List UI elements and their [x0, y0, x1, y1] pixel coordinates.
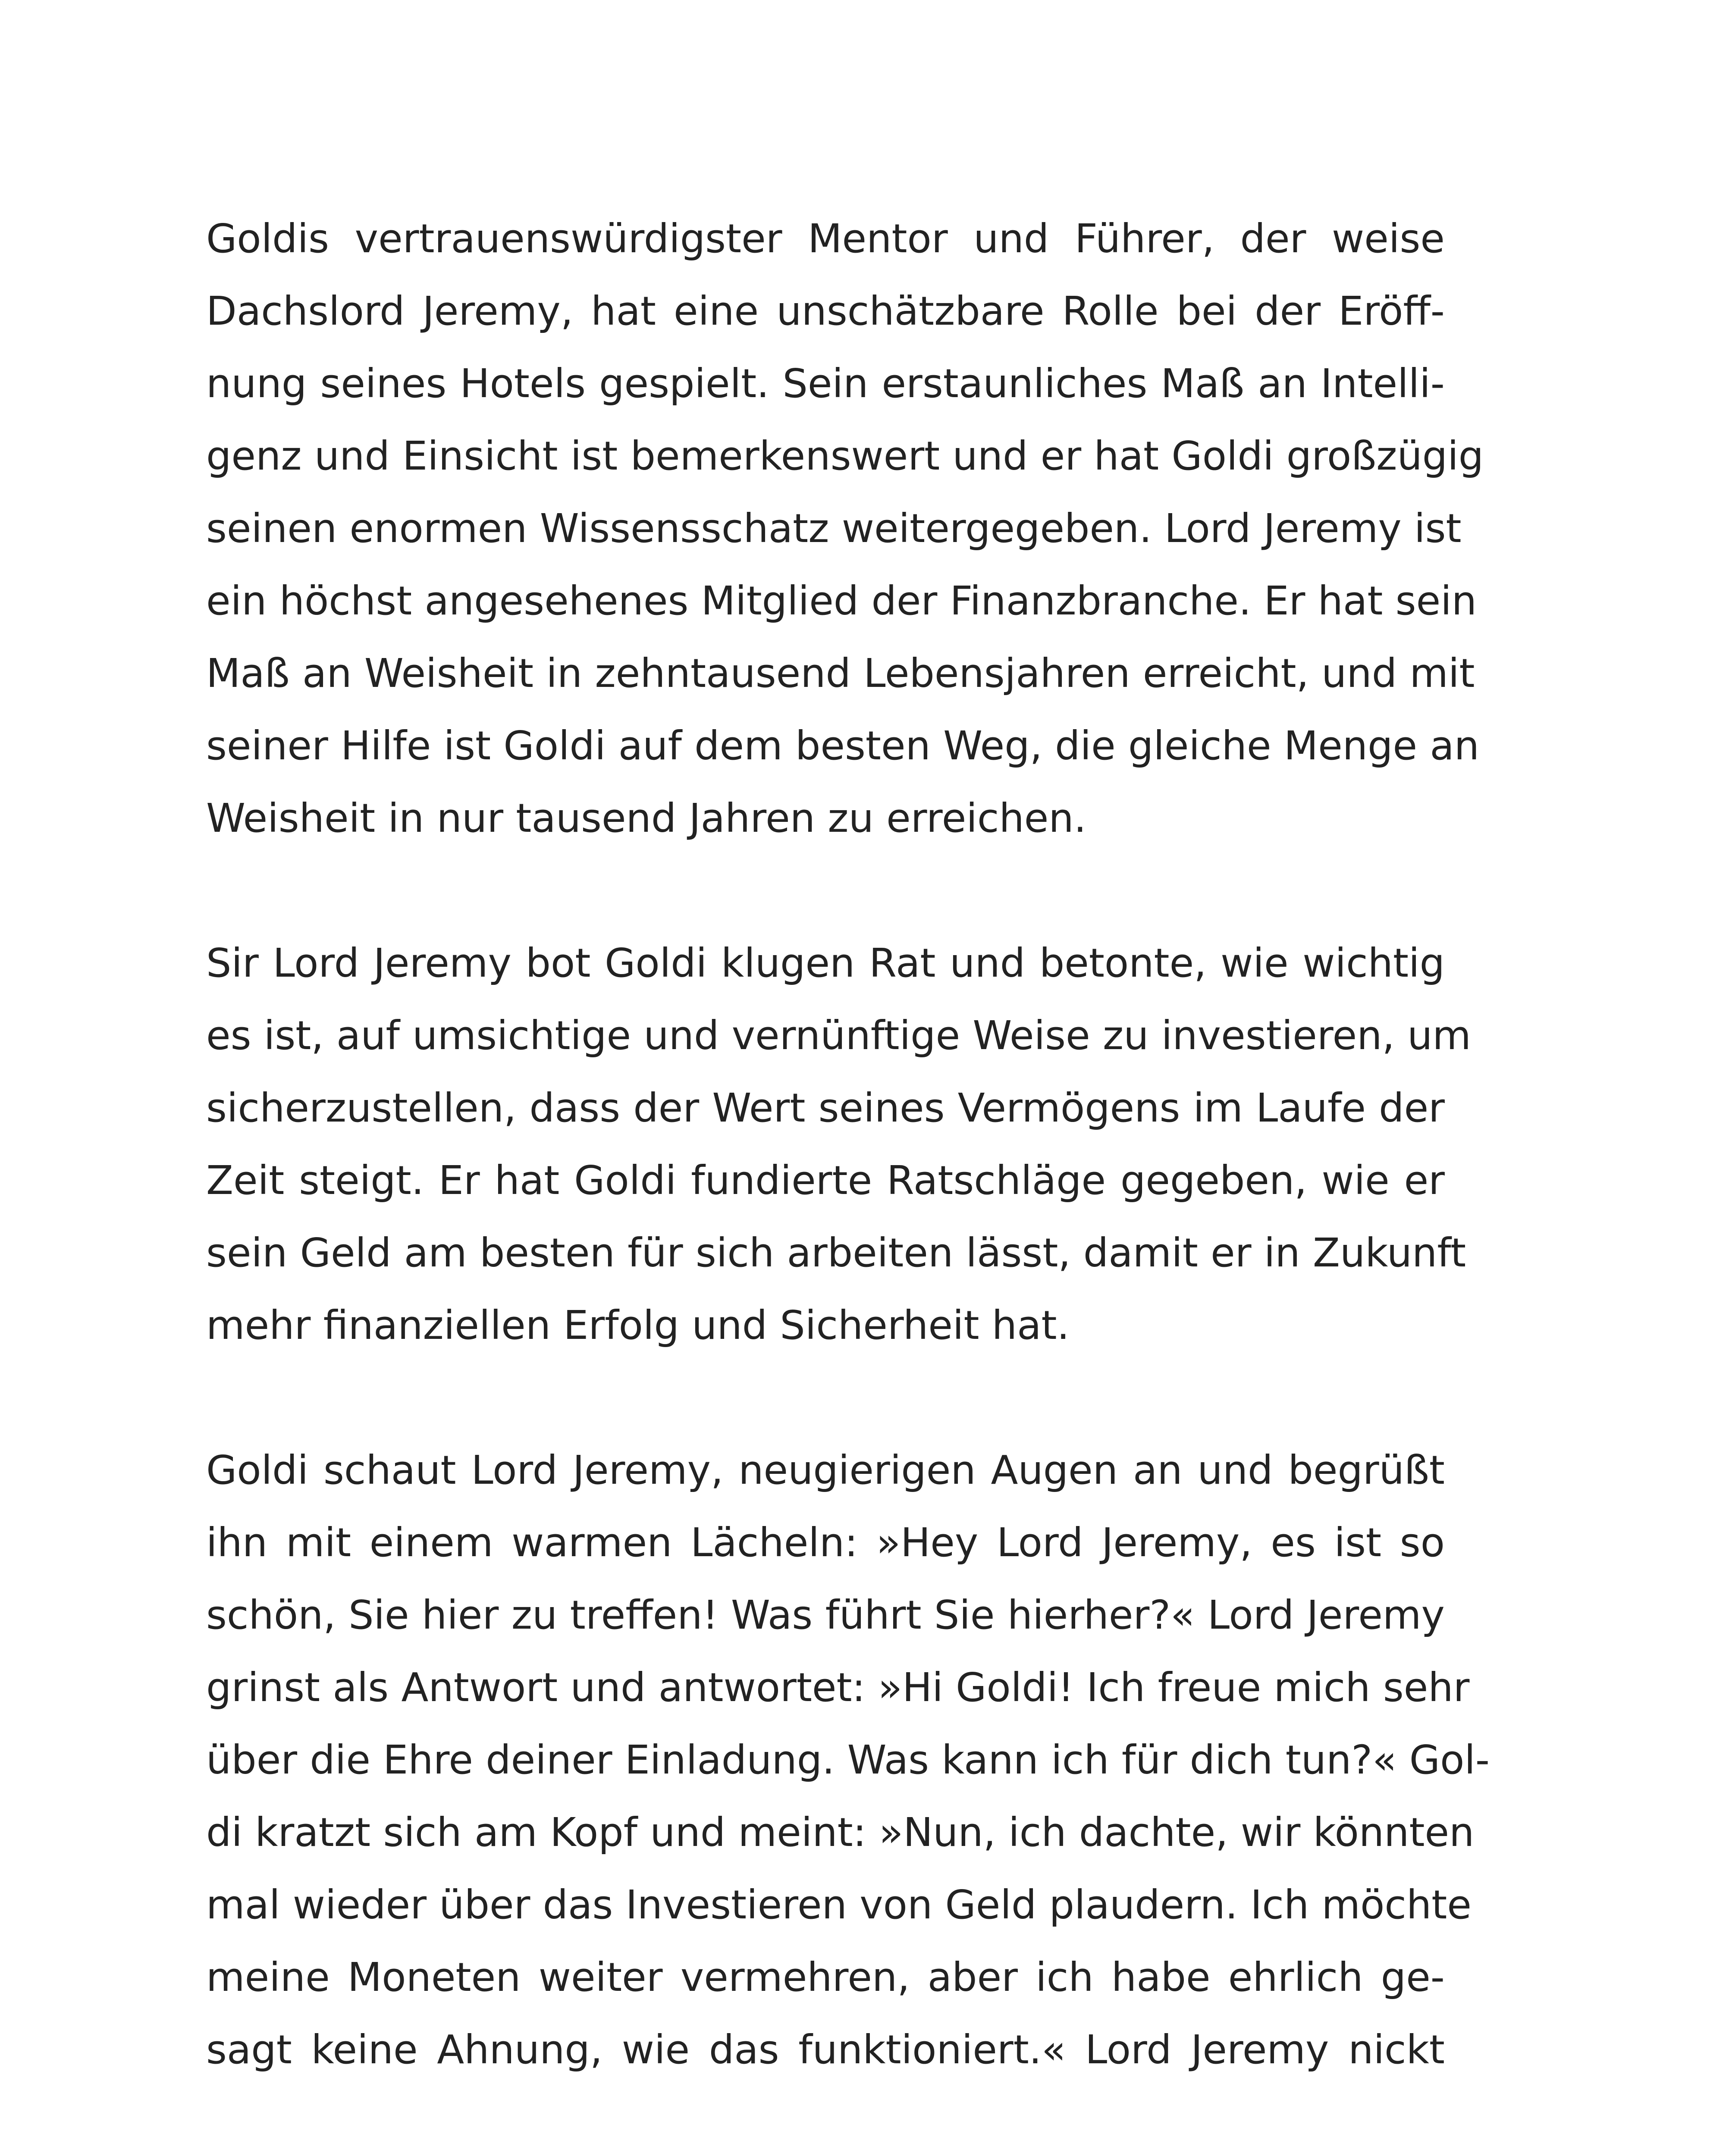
text-line: mehr finanziellen Erfolg und Sicherheit hat.	[206, 1302, 1070, 1348]
paragraph-1	[206, 203, 1484, 855]
text-line: grinst als Antwort und antwortet: »Hi Goldi! Ich freue mich sehr	[206, 1664, 1470, 1711]
text-line: di kratzt sich am Kopf und meint: »Nun, ich dachte, wir könnten	[206, 1809, 1475, 1855]
text-line: sagt keine Ahnung, wie das funktioniert.« Lord Jeremy nickt	[206, 2027, 1445, 2073]
text-line: über die Ehre deiner Einladung. Was kann ich für dich tun?« Gol-	[206, 1737, 1490, 1783]
text-line: es ist, auf umsichtige und vernünftige Weise zu investieren, um	[206, 1012, 1471, 1059]
text-line: Sir Lord Jeremy bot Goldi klugen Rat und betonte, wie wichtig	[206, 940, 1445, 986]
paragraph-3	[206, 1434, 1490, 2086]
text-line: Zeit steigt. Er hat Goldi fundierte Ratschläge gegeben, wie er	[206, 1157, 1445, 1203]
text-line: Goldi schaut Lord Jeremy, neugierigen Augen an und begrüßt	[206, 1447, 1445, 1493]
text-line: genz und Einsicht ist bemerkenswert und er hat Goldi großzügig	[206, 433, 1484, 479]
text-line: Weisheit in nur tausend Jahren zu erreichen.	[206, 795, 1086, 841]
text-line: nung seines Hotels gespielt. Sein erstaunliches Maß an Intelli-	[206, 360, 1445, 407]
text-line: sein Geld am besten für sich arbeiten lässt, damit er in Zukunft	[206, 1230, 1466, 1276]
text-line: Maß an Weisheit in zehntausend Lebensjahren erreicht, und mit	[206, 650, 1475, 696]
text-line: seinen enormen Wissensschatz weitergegeben. Lord Jeremy ist	[206, 505, 1462, 552]
text-line: Dachslord Jeremy, hat eine unschätzbare Rolle bei der Eröff-	[206, 288, 1445, 334]
paragraph-gap	[206, 855, 1445, 927]
text-line: Goldis vertrauenswürdigster Mentor und Führer, der weise	[206, 216, 1445, 262]
text-line: ein höchst angesehenes Mitglied der Finanzbranche. Er hat sein	[206, 578, 1477, 624]
paragraph-gap	[206, 1362, 1445, 1434]
paragraph-2	[206, 927, 1471, 1362]
text-line: seiner Hilfe ist Goldi auf dem besten Weg, die gleiche Menge an	[206, 723, 1480, 769]
text-line: schön, Sie hier zu treffen! Was führt Sie hierher?« Lord Jeremy	[206, 1592, 1445, 1638]
text-line: ihn mit einem warmen Lächeln: »Hey Lord Jeremy, es ist so	[206, 1520, 1445, 1566]
body-text	[206, 203, 1490, 2086]
text-line: sicherzustellen, dass der Wert seines Vermögens im Laufe der	[206, 1085, 1445, 1131]
text-line: mal wieder über das Investieren von Geld plaudern. Ich möchte	[206, 1882, 1472, 1928]
text-line: meine Moneten weiter vermehren, aber ich habe ehrlich ge-	[206, 1954, 1445, 2000]
